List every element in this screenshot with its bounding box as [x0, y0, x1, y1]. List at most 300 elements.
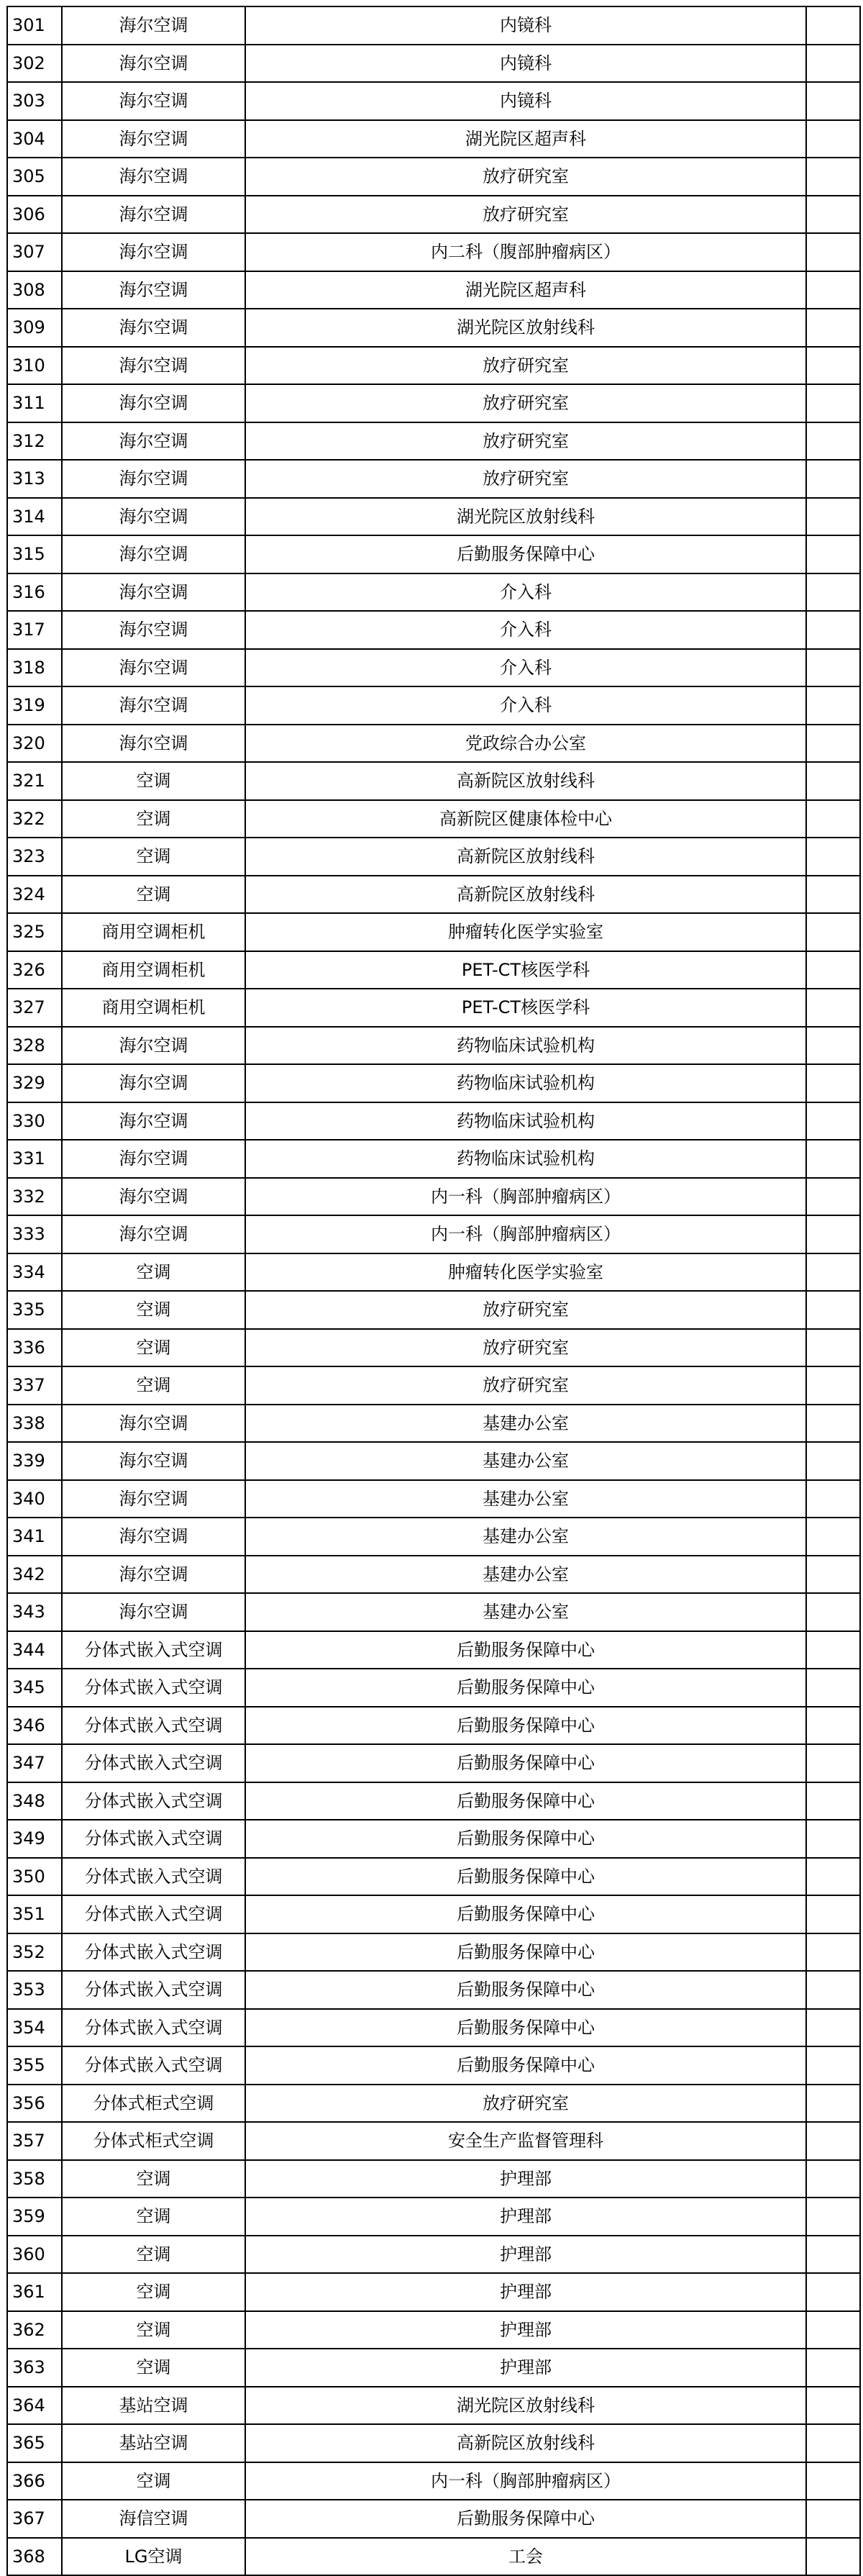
row-number-cell: 362	[7, 2311, 62, 2349]
department-cell: PET-CT核医学科	[245, 951, 806, 989]
equipment-name-cell: 海尔空调	[62, 1442, 245, 1480]
department-cell: 后勤服务保障中心	[245, 1669, 806, 1707]
table-row	[7, 1140, 860, 1178]
row-number-cell: 315	[7, 535, 62, 573]
equipment-name-cell: 分体式嵌入式空调	[62, 1707, 245, 1745]
equipment-name-cell: 海尔空调	[62, 309, 245, 347]
table-row	[7, 1593, 860, 1631]
department-cell: 湖光院区超声科	[245, 120, 806, 158]
department-cell: 基建办公室	[245, 1442, 806, 1480]
remark-cell	[806, 1858, 860, 1896]
row-number-cell: 346	[7, 1707, 62, 1745]
row-number-cell: 326	[7, 951, 62, 989]
row-number-cell: 309	[7, 309, 62, 347]
table-row	[7, 2387, 860, 2425]
table-row	[7, 1820, 860, 1858]
department-cell: 护理部	[245, 2236, 806, 2274]
row-number-cell: 305	[7, 158, 62, 196]
equipment-name-cell: 海尔空调	[62, 1518, 245, 1556]
remark-cell	[806, 1064, 860, 1102]
department-cell: 放疗研究室	[245, 196, 806, 234]
department-cell: 后勤服务保障中心	[245, 2046, 806, 2085]
department-cell: 内一科（胸部肿瘤病区）	[245, 2462, 806, 2500]
table-row	[7, 1215, 860, 1253]
table-row	[7, 422, 860, 461]
table-row	[7, 1895, 860, 1933]
equipment-name-cell: LG空调	[62, 2538, 245, 2576]
row-number-cell: 329	[7, 1064, 62, 1102]
row-number-cell: 320	[7, 725, 62, 763]
remark-cell	[806, 82, 860, 120]
row-number-cell: 356	[7, 2085, 62, 2123]
table-row	[7, 1858, 860, 1896]
remark-cell	[806, 1178, 860, 1216]
remark-cell	[806, 2462, 860, 2500]
table-row	[7, 1556, 860, 1594]
department-cell: 湖光院区放射线科	[245, 498, 806, 536]
department-cell: 放疗研究室	[245, 460, 806, 498]
row-number-cell: 310	[7, 347, 62, 385]
table-row	[7, 951, 860, 989]
equipment-name-cell: 海尔空调	[62, 1102, 245, 1140]
remark-cell	[806, 2349, 860, 2387]
row-number-cell: 355	[7, 2046, 62, 2085]
equipment-name-cell: 空调	[62, 2462, 245, 2500]
department-cell: 肿瘤转化医学实验室	[245, 913, 806, 951]
equipment-name-cell: 海尔空调	[62, 196, 245, 234]
row-number-cell: 319	[7, 686, 62, 725]
equipment-name-cell: 海尔空调	[62, 82, 245, 120]
table-row	[7, 2009, 860, 2047]
department-cell: 护理部	[245, 2160, 806, 2198]
remark-cell	[806, 1329, 860, 1367]
department-cell: 药物临床试验机构	[245, 1140, 806, 1178]
department-cell: 后勤服务保障中心	[245, 2009, 806, 2047]
row-number-cell: 313	[7, 460, 62, 498]
equipment-name-cell: 空调	[62, 2198, 245, 2236]
table-row	[7, 2122, 860, 2160]
row-number-cell: 361	[7, 2273, 62, 2311]
equipment-name-cell: 空调	[62, 1329, 245, 1367]
department-cell: 湖光院区放射线科	[245, 309, 806, 347]
department-cell: 放疗研究室	[245, 2085, 806, 2123]
row-number-cell: 338	[7, 1405, 62, 1443]
table-row	[7, 2236, 860, 2274]
department-cell: 基建办公室	[245, 1593, 806, 1631]
equipment-name-cell: 海尔空调	[62, 460, 245, 498]
equipment-name-cell: 空调	[62, 800, 245, 838]
equipment-name-cell: 分体式嵌入式空调	[62, 2009, 245, 2047]
equipment-name-cell: 空调	[62, 876, 245, 914]
table-body	[7, 6, 860, 2575]
remark-cell	[806, 2236, 860, 2274]
remark-cell	[806, 762, 860, 800]
equipment-name-cell: 空调	[62, 1366, 245, 1405]
department-cell: 高新院区放射线科	[245, 838, 806, 876]
row-number-cell: 342	[7, 1556, 62, 1594]
remark-cell	[806, 1707, 860, 1745]
department-cell: 基建办公室	[245, 1556, 806, 1594]
equipment-name-cell: 海尔空调	[62, 535, 245, 573]
department-cell: 湖光院区超声科	[245, 271, 806, 309]
department-cell: 内一科（胸部肿瘤病区）	[245, 1215, 806, 1253]
row-number-cell: 316	[7, 573, 62, 612]
remark-cell	[806, 876, 860, 914]
table-row	[7, 762, 860, 800]
table-row	[7, 535, 860, 573]
row-number-cell: 343	[7, 1593, 62, 1631]
department-cell: 湖光院区放射线科	[245, 2387, 806, 2425]
equipment-name-cell: 海尔空调	[62, 649, 245, 687]
department-cell: 基建办公室	[245, 1518, 806, 1556]
table-row	[7, 2046, 860, 2085]
equipment-name-cell: 空调	[62, 1291, 245, 1329]
row-number-cell: 332	[7, 1178, 62, 1216]
table-row	[7, 1178, 860, 1216]
department-cell: 后勤服务保障中心	[245, 1820, 806, 1858]
table-row	[7, 6, 860, 45]
table-row	[7, 82, 860, 120]
table-row	[7, 1518, 860, 1556]
department-cell: 护理部	[245, 2349, 806, 2387]
department-cell: 放疗研究室	[245, 1366, 806, 1405]
table-row	[7, 1442, 860, 1480]
equipment-name-cell: 海尔空调	[62, 422, 245, 461]
table-row	[7, 573, 860, 612]
department-cell: 放疗研究室	[245, 347, 806, 385]
row-number-cell: 354	[7, 2009, 62, 2047]
remark-cell	[806, 1895, 860, 1933]
row-number-cell: 302	[7, 45, 62, 83]
equipment-name-cell: 海尔空调	[62, 1178, 245, 1216]
row-number-cell: 339	[7, 1442, 62, 1480]
remark-cell	[806, 1593, 860, 1631]
row-number-cell: 368	[7, 2538, 62, 2576]
remark-cell	[806, 573, 860, 612]
equipment-name-cell: 分体式嵌入式空调	[62, 1782, 245, 1820]
row-number-cell: 366	[7, 2462, 62, 2500]
remark-cell	[806, 233, 860, 271]
row-number-cell: 325	[7, 913, 62, 951]
table-row	[7, 2160, 860, 2198]
equipment-name-cell: 分体式嵌入式空调	[62, 1971, 245, 2009]
department-cell: 放疗研究室	[245, 384, 806, 422]
table-row	[7, 989, 860, 1027]
row-number-cell: 321	[7, 762, 62, 800]
department-cell: 内二科（腹部肿瘤病区）	[245, 233, 806, 271]
remark-cell	[806, 2085, 860, 2123]
equipment-name-cell: 分体式嵌入式空调	[62, 1744, 245, 1782]
table-row	[7, 45, 860, 83]
department-cell: 后勤服务保障中心	[245, 535, 806, 573]
remark-cell	[806, 838, 860, 876]
remark-cell	[806, 1215, 860, 1253]
remark-cell	[806, 158, 860, 196]
remark-cell	[806, 120, 860, 158]
equipment-name-cell: 分体式嵌入式空调	[62, 2046, 245, 2085]
equipment-name-cell: 空调	[62, 838, 245, 876]
table-row	[7, 1631, 860, 1669]
table-row	[7, 913, 860, 951]
row-number-cell: 335	[7, 1291, 62, 1329]
row-number-cell: 307	[7, 233, 62, 271]
equipment-name-cell: 海尔空调	[62, 384, 245, 422]
department-cell: 后勤服务保障中心	[245, 1707, 806, 1745]
table-row	[7, 725, 860, 763]
remark-cell	[806, 535, 860, 573]
department-cell: 介入科	[245, 649, 806, 687]
department-cell: 放疗研究室	[245, 1329, 806, 1367]
remark-cell	[806, 1253, 860, 1292]
table-row	[7, 158, 860, 196]
equipment-table	[6, 6, 859, 2576]
remark-cell	[806, 2500, 860, 2538]
table-row	[7, 2085, 860, 2123]
remark-cell	[806, 2046, 860, 2085]
row-number-cell: 351	[7, 1895, 62, 1933]
table-row	[7, 2349, 860, 2387]
row-number-cell: 350	[7, 1858, 62, 1896]
equipment-name-cell: 空调	[62, 762, 245, 800]
department-cell: 放疗研究室	[245, 1291, 806, 1329]
table-row	[7, 120, 860, 158]
table-row	[7, 271, 860, 309]
table-row	[7, 2198, 860, 2236]
equipment-name-cell: 海尔空调	[62, 45, 245, 83]
remark-cell	[806, 1027, 860, 1065]
table-row	[7, 838, 860, 876]
table-row	[7, 1933, 860, 1972]
equipment-name-cell: 商用空调柜机	[62, 951, 245, 989]
row-number-cell: 328	[7, 1027, 62, 1065]
equipment-name-cell: 海尔空调	[62, 498, 245, 536]
remark-cell	[806, 460, 860, 498]
department-cell: 后勤服务保障中心	[245, 1895, 806, 1933]
equipment-name-cell: 海尔空调	[62, 1556, 245, 1594]
table-row	[7, 1291, 860, 1329]
row-number-cell: 303	[7, 82, 62, 120]
remark-cell	[806, 309, 860, 347]
department-cell: 介入科	[245, 611, 806, 649]
department-cell: 护理部	[245, 2198, 806, 2236]
table-row	[7, 2424, 860, 2462]
row-number-cell: 311	[7, 384, 62, 422]
equipment-name-cell: 海尔空调	[62, 1027, 245, 1065]
table-row	[7, 2273, 860, 2311]
equipment-name-cell: 空调	[62, 2160, 245, 2198]
remark-cell	[806, 1556, 860, 1594]
row-number-cell: 322	[7, 800, 62, 838]
remark-cell	[806, 611, 860, 649]
equipment-name-cell: 分体式嵌入式空调	[62, 1895, 245, 1933]
table-row	[7, 686, 860, 725]
row-number-cell: 323	[7, 838, 62, 876]
row-number-cell: 348	[7, 1782, 62, 1820]
table-row	[7, 460, 860, 498]
table-row	[7, 1405, 860, 1443]
table-row	[7, 1971, 860, 2009]
remark-cell	[806, 649, 860, 687]
equipment-name-cell: 商用空调柜机	[62, 989, 245, 1027]
row-number-cell: 318	[7, 649, 62, 687]
table-row	[7, 876, 860, 914]
table-row	[7, 498, 860, 536]
department-cell: 介入科	[245, 573, 806, 612]
row-number-cell: 352	[7, 1933, 62, 1972]
department-cell: 放疗研究室	[245, 422, 806, 461]
table-row	[7, 1064, 860, 1102]
equipment-name-cell: 海尔空调	[62, 1140, 245, 1178]
equipment-name-cell: 基站空调	[62, 2387, 245, 2425]
row-number-cell: 347	[7, 1744, 62, 1782]
table-row	[7, 1102, 860, 1140]
remark-cell	[806, 989, 860, 1027]
row-number-cell: 365	[7, 2424, 62, 2462]
department-cell: 介入科	[245, 686, 806, 725]
remark-cell	[806, 1631, 860, 1669]
remark-cell	[806, 2273, 860, 2311]
equipment-name-cell: 海尔空调	[62, 573, 245, 612]
remark-cell	[806, 2160, 860, 2198]
department-cell: 安全生产监督管理科	[245, 2122, 806, 2160]
department-cell: 后勤服务保障中心	[245, 1782, 806, 1820]
remark-cell	[806, 2198, 860, 2236]
remark-cell	[806, 45, 860, 83]
table-row	[7, 1253, 860, 1292]
department-cell: 基建办公室	[245, 1480, 806, 1518]
row-number-cell: 334	[7, 1253, 62, 1292]
equipment-name-cell: 海尔空调	[62, 1480, 245, 1518]
remark-cell	[806, 2122, 860, 2160]
row-number-cell: 364	[7, 2387, 62, 2425]
table-row	[7, 1669, 860, 1707]
equipment-name-cell: 分体式嵌入式空调	[62, 1820, 245, 1858]
department-cell: 后勤服务保障中心	[245, 1744, 806, 1782]
row-number-cell: 357	[7, 2122, 62, 2160]
remark-cell	[806, 1782, 860, 1820]
equipment-name-cell: 空调	[62, 1253, 245, 1292]
remark-cell	[806, 1291, 860, 1329]
table-row	[7, 2500, 860, 2538]
equipment-name-cell: 海尔空调	[62, 725, 245, 763]
department-cell: 药物临床试验机构	[245, 1064, 806, 1102]
table-row	[7, 649, 860, 687]
department-cell: 后勤服务保障中心	[245, 1858, 806, 1896]
equipment-table-grid	[6, 6, 861, 2576]
equipment-name-cell: 空调	[62, 2311, 245, 2349]
equipment-name-cell: 海尔空调	[62, 347, 245, 385]
table-row	[7, 384, 860, 422]
table-row	[7, 611, 860, 649]
row-number-cell: 337	[7, 1366, 62, 1405]
equipment-name-cell: 空调	[62, 2273, 245, 2311]
department-cell: PET-CT核医学科	[245, 989, 806, 1027]
remark-cell	[806, 271, 860, 309]
remark-cell	[806, 2424, 860, 2462]
table-row	[7, 196, 860, 234]
equipment-name-cell: 分体式嵌入式空调	[62, 1933, 245, 1972]
row-number-cell: 349	[7, 1820, 62, 1858]
equipment-name-cell: 海尔空调	[62, 1064, 245, 1102]
remark-cell	[806, 1933, 860, 1972]
remark-cell	[806, 1140, 860, 1178]
department-cell: 基建办公室	[245, 1405, 806, 1443]
equipment-name-cell: 分体式柜式空调	[62, 2085, 245, 2123]
remark-cell	[806, 1102, 860, 1140]
row-number-cell: 360	[7, 2236, 62, 2274]
department-cell: 内镜科	[245, 6, 806, 45]
equipment-name-cell: 海信空调	[62, 2500, 245, 2538]
row-number-cell: 358	[7, 2160, 62, 2198]
remark-cell	[806, 1971, 860, 2009]
equipment-name-cell: 海尔空调	[62, 1405, 245, 1443]
department-cell: 药物临床试验机构	[245, 1102, 806, 1140]
department-cell: 高新院区放射线科	[245, 2424, 806, 2462]
table-row	[7, 2462, 860, 2500]
department-cell: 党政综合办公室	[245, 725, 806, 763]
department-cell: 高新院区放射线科	[245, 876, 806, 914]
row-number-cell: 353	[7, 1971, 62, 2009]
equipment-name-cell: 空调	[62, 2349, 245, 2387]
row-number-cell: 312	[7, 422, 62, 461]
row-number-cell: 336	[7, 1329, 62, 1367]
department-cell: 护理部	[245, 2273, 806, 2311]
department-cell: 内镜科	[245, 82, 806, 120]
equipment-name-cell: 分体式嵌入式空调	[62, 1669, 245, 1707]
equipment-name-cell: 海尔空调	[62, 233, 245, 271]
row-number-cell: 304	[7, 120, 62, 158]
department-cell: 内一科（胸部肿瘤病区）	[245, 1178, 806, 1216]
row-number-cell: 306	[7, 196, 62, 234]
equipment-name-cell: 海尔空调	[62, 120, 245, 158]
row-number-cell: 308	[7, 271, 62, 309]
remark-cell	[806, 1744, 860, 1782]
remark-cell	[806, 384, 860, 422]
remark-cell	[806, 422, 860, 461]
row-number-cell: 341	[7, 1518, 62, 1556]
table-row	[7, 800, 860, 838]
table-row	[7, 2311, 860, 2349]
table-row	[7, 309, 860, 347]
table-row	[7, 1744, 860, 1782]
row-number-cell: 363	[7, 2349, 62, 2387]
department-cell: 药物临床试验机构	[245, 1027, 806, 1065]
remark-cell	[806, 725, 860, 763]
equipment-name-cell: 分体式嵌入式空调	[62, 1631, 245, 1669]
remark-cell	[806, 347, 860, 385]
row-number-cell: 317	[7, 611, 62, 649]
row-number-cell: 331	[7, 1140, 62, 1178]
department-cell: 后勤服务保障中心	[245, 1933, 806, 1972]
department-cell: 高新院区健康体检中心	[245, 800, 806, 838]
row-number-cell: 345	[7, 1669, 62, 1707]
department-cell: 放疗研究室	[245, 158, 806, 196]
equipment-name-cell: 海尔空调	[62, 1215, 245, 1253]
remark-cell	[806, 1518, 860, 1556]
remark-cell	[806, 800, 860, 838]
row-number-cell: 330	[7, 1102, 62, 1140]
table-row	[7, 1480, 860, 1518]
remark-cell	[806, 1820, 860, 1858]
remark-cell	[806, 2009, 860, 2047]
department-cell: 内镜科	[245, 45, 806, 83]
department-cell: 后勤服务保障中心	[245, 1631, 806, 1669]
row-number-cell: 344	[7, 1631, 62, 1669]
row-number-cell: 301	[7, 6, 62, 45]
equipment-name-cell: 商用空调柜机	[62, 913, 245, 951]
table-row	[7, 1027, 860, 1065]
equipment-name-cell: 海尔空调	[62, 611, 245, 649]
